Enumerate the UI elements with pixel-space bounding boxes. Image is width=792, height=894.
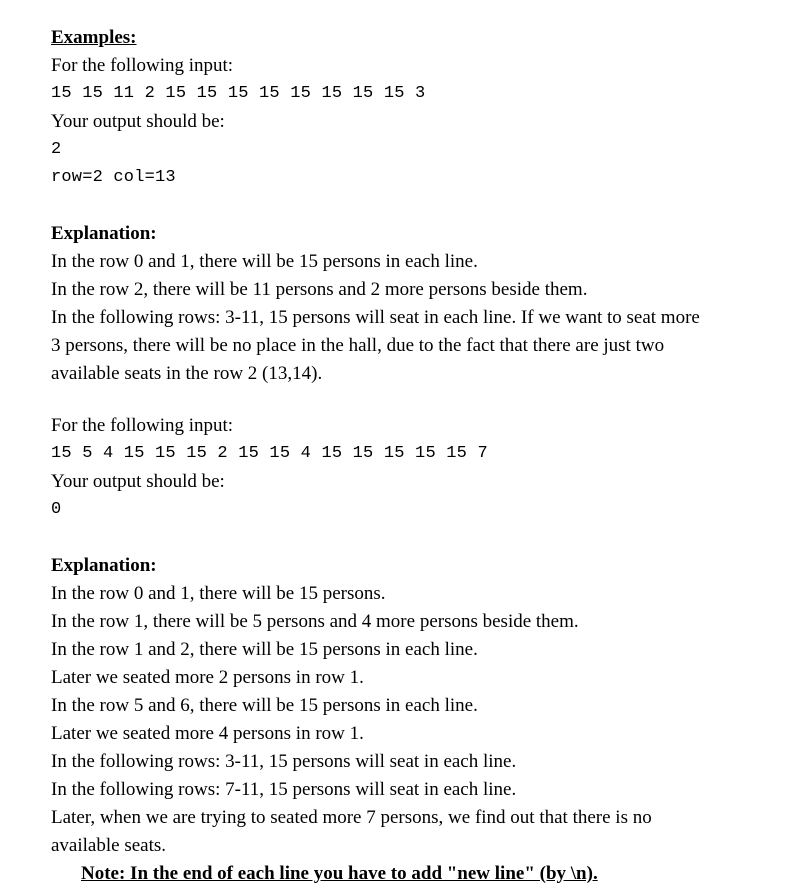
- newline-note: Note: In the end of each line you have to add "new line" (by \n).: [81, 863, 598, 884]
- example1-explanation-line: In the following rows: 3-11, 15 persons will seat in each line. If we want to seat more: [51, 307, 700, 328]
- example1-output-line: 2: [51, 140, 62, 159]
- example1-explanation-line: available seats in the row 2 (13,14).: [51, 363, 323, 384]
- example2-output-label: Your output should be:: [51, 471, 225, 492]
- example1-output-line: row=2 col=13: [51, 168, 176, 187]
- examples-heading: Examples:: [51, 27, 137, 48]
- example2-input-label: For the following input:: [51, 415, 234, 436]
- example1-input-label: For the following input:: [51, 55, 234, 76]
- example2-explanation-line: Later we seated more 2 persons in row 1.: [51, 667, 364, 688]
- example2-explanation-line: Later we seated more 4 persons in row 1.: [51, 723, 364, 744]
- example2-output-line: 0: [51, 500, 62, 519]
- example1-explanation-line: In the row 2, there will be 11 persons and 2 more persons beside them.: [51, 279, 588, 300]
- example2-explanation-line: In the row 1 and 2, there will be 15 persons in each line.: [51, 639, 478, 660]
- example1-explanation-line: In the row 0 and 1, there will be 15 persons in each line.: [51, 251, 478, 272]
- example2-explanation-line: In the row 0 and 1, there will be 15 persons.: [51, 583, 386, 604]
- example2-explanation-line: In the following rows: 7-11, 15 persons will seat in each line.: [51, 779, 517, 800]
- example2-input: 15 5 4 15 15 15 2 15 15 4 15 15 15 15 15 7: [51, 444, 488, 463]
- example1-output-label: Your output should be:: [51, 111, 225, 132]
- example2-explanation-line: In the row 1, there will be 5 persons and 4 more persons beside them.: [51, 611, 579, 632]
- example2-explanation-line: Later, when we are trying to seated more 7 persons, we find out that there is no: [51, 807, 652, 828]
- example1-explanation-heading: Explanation:: [51, 223, 157, 244]
- document-page: [51, 24, 781, 888]
- example2-explanation-line: In the following rows: 3-11, 15 persons will seat in each line.: [51, 751, 517, 772]
- example2-explanation-line: In the row 5 and 6, there will be 15 persons in each line.: [51, 695, 478, 716]
- example1-input: 15 15 11 2 15 15 15 15 15 15 15 15 3: [51, 84, 426, 103]
- example1-explanation-line: 3 persons, there will be no place in the hall, due to the fact that there are just two: [51, 335, 665, 356]
- example2-explanation-line: available seats.: [51, 835, 167, 856]
- example2-explanation-heading: Explanation:: [51, 555, 157, 576]
